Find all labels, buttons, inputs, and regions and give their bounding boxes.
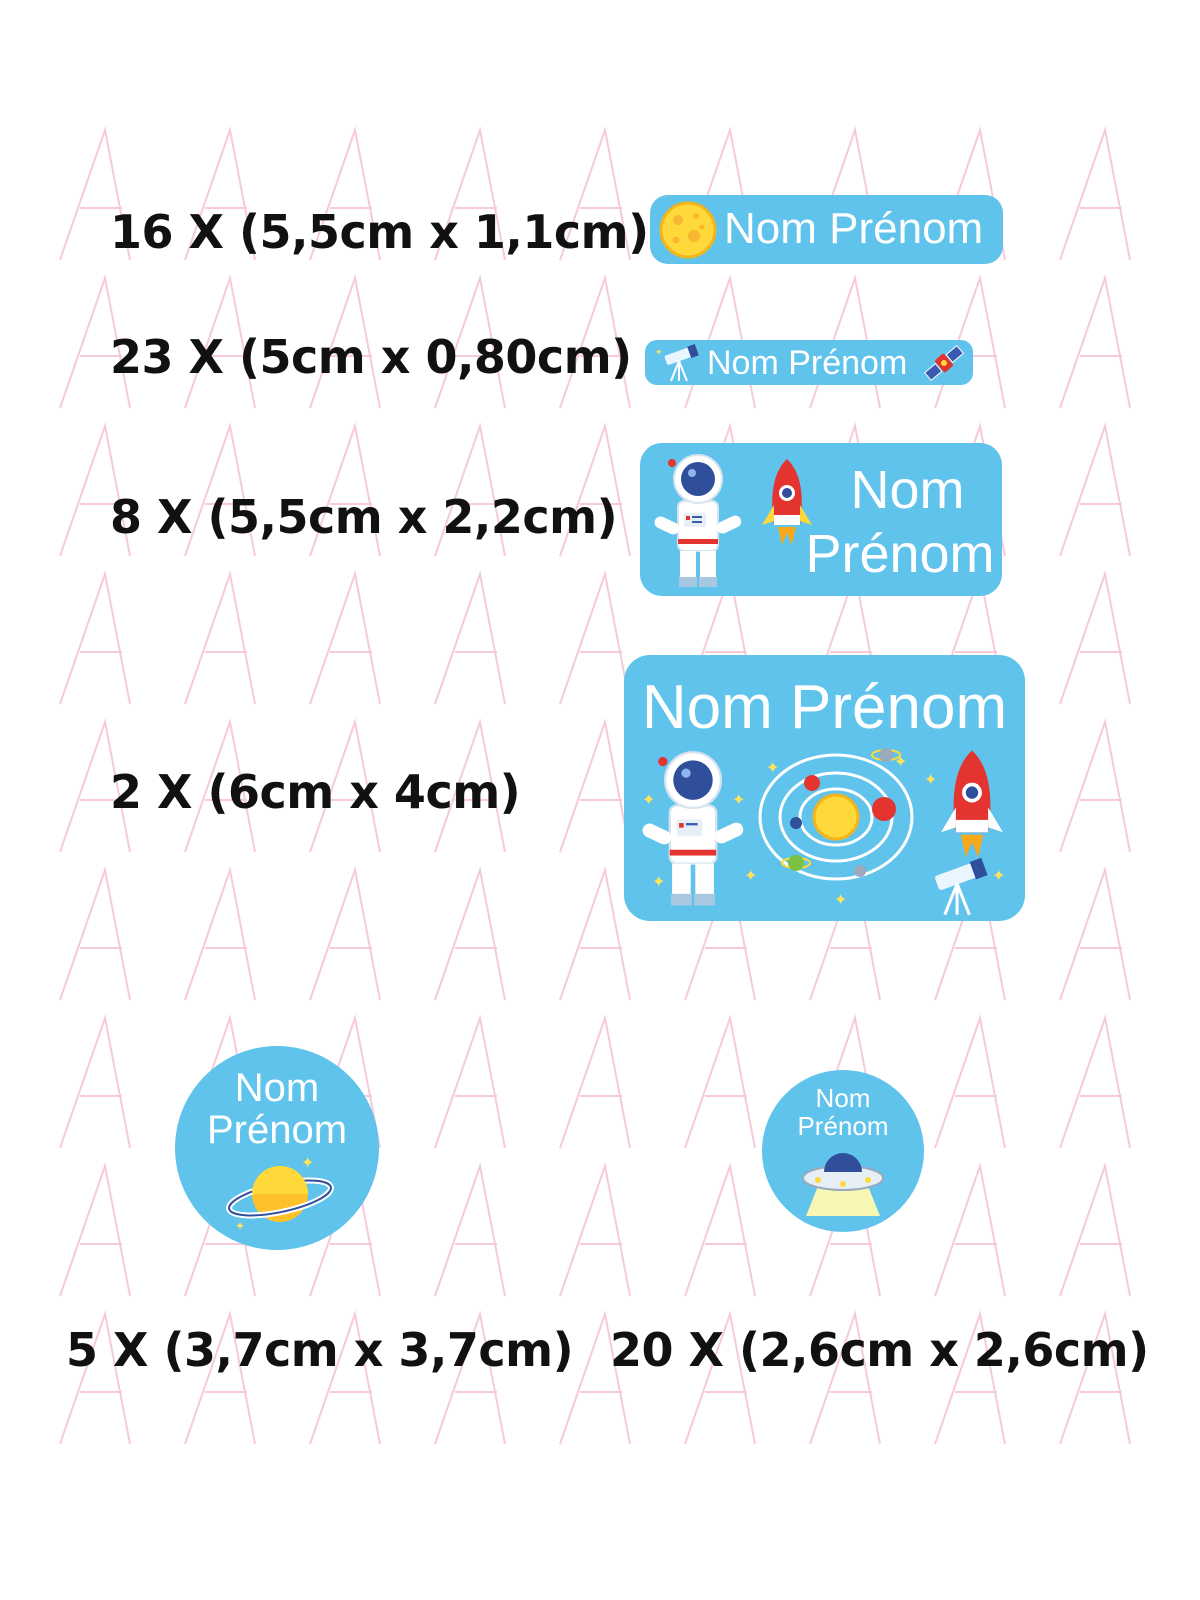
ufo-icon xyxy=(798,1142,888,1222)
svg-text:✦: ✦ xyxy=(766,758,780,777)
size-label-8x: 8 X (5,5cm x 2,2cm) xyxy=(110,490,618,544)
svg-text:✦: ✦ xyxy=(992,866,1006,885)
sticker-text-line2: Prénom xyxy=(206,1108,348,1152)
astronaut-icon xyxy=(642,453,754,591)
svg-text:✦: ✦ xyxy=(301,1155,315,1172)
sticker-text-line1: Nom xyxy=(815,1083,871,1113)
svg-text:✦: ✦ xyxy=(744,866,758,885)
sticker-preview-medium xyxy=(640,443,1002,596)
sticker-text-line1: Nom xyxy=(850,460,965,520)
size-label-23x: 23 X (5cm x 0,80cm) xyxy=(110,330,632,384)
sticker-preview-small xyxy=(650,195,1003,264)
satellite-icon xyxy=(921,341,967,385)
svg-text:✦: ✦ xyxy=(652,872,666,891)
size-label-20x: 20 X (2,6cm x 2,6cm) xyxy=(610,1323,1149,1377)
planet-ring-icon xyxy=(225,1152,335,1232)
sticker-text: Nom Prénom xyxy=(707,344,908,382)
svg-text:✦: ✦ xyxy=(834,890,848,909)
sticker-text: Nom Prénom xyxy=(641,673,1008,742)
sticker-text-line1: Nom xyxy=(234,1066,320,1110)
size-label-16x: 16 X (5,5cm x 1,1cm) xyxy=(110,205,649,259)
svg-text:✦: ✦ xyxy=(655,347,663,357)
svg-text:✦: ✦ xyxy=(235,1219,246,1232)
sticker-preview-thin xyxy=(645,340,973,385)
svg-text:✦: ✦ xyxy=(642,790,656,809)
moon-icon xyxy=(658,200,718,260)
sticker-text-line2: Prénom xyxy=(797,1111,889,1141)
telescope-icon xyxy=(651,343,703,383)
size-label-2x: 2 X (6cm x 4cm) xyxy=(110,765,521,819)
sticker-preview-large xyxy=(624,655,1025,921)
sticker-text-line2: Prénom xyxy=(805,524,995,584)
sticker-preview-round-large xyxy=(175,1046,379,1250)
svg-text:✦: ✦ xyxy=(732,790,746,809)
size-label-5x: 5 X (3,7cm x 3,7cm) xyxy=(66,1323,574,1377)
sticker-preview-round-small xyxy=(762,1070,924,1232)
sticker-text: Nom Prénom xyxy=(724,204,984,253)
svg-text:✦: ✦ xyxy=(924,770,938,789)
svg-text:✦: ✦ xyxy=(894,752,908,771)
star-decorations xyxy=(624,655,1025,921)
